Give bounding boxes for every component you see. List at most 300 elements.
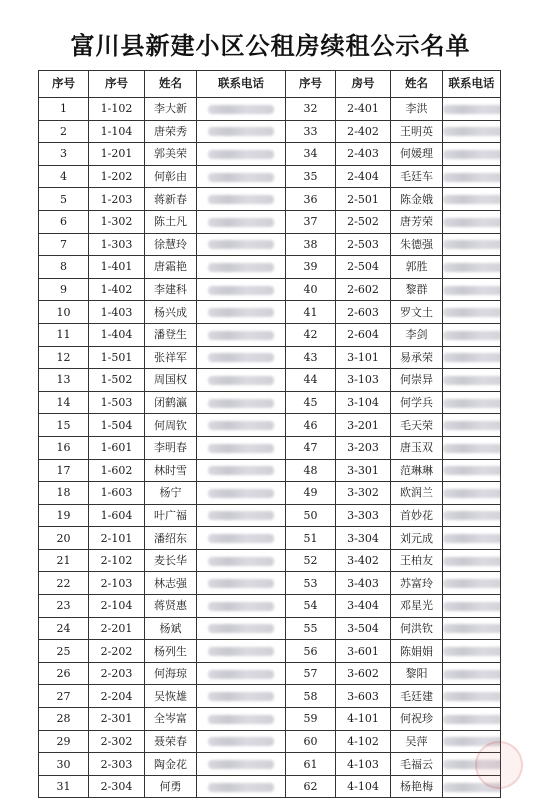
redacted-phone — [443, 150, 501, 159]
row-no: 39 — [286, 256, 336, 279]
row-phone — [197, 346, 286, 369]
row-name: 首妙花 — [391, 504, 443, 527]
row-room: 2-401 — [336, 98, 391, 121]
row-room: 1-401 — [89, 256, 145, 279]
row-name: 范琳琳 — [391, 459, 443, 482]
row-name: 唐霜艳 — [145, 256, 197, 279]
redacted-phone — [443, 579, 501, 588]
redacted-phone — [208, 579, 274, 588]
row-no: 57 — [286, 662, 336, 685]
row-room: 2-603 — [336, 301, 391, 324]
redacted-phone — [443, 602, 501, 611]
row-phone — [197, 369, 286, 392]
row-name: 欧润兰 — [391, 482, 443, 505]
row-no: 48 — [286, 459, 336, 482]
redacted-phone — [208, 308, 274, 317]
redacted-phone — [443, 173, 501, 182]
redacted-phone — [443, 195, 501, 204]
row-phone — [443, 369, 501, 392]
row-phone — [197, 708, 286, 731]
row-name: 邓星光 — [391, 595, 443, 618]
row-phone — [197, 256, 286, 279]
row-room: 3-602 — [336, 662, 391, 685]
row-no: 4 — [39, 165, 89, 188]
row-name: 王柏友 — [391, 549, 443, 572]
table-row — [39, 278, 501, 301]
redacted-phone — [443, 466, 501, 475]
row-phone — [197, 143, 286, 166]
row-name: 徐慧玲 — [145, 233, 197, 256]
row-no: 6 — [39, 210, 89, 233]
table-row — [39, 120, 501, 143]
table-row — [39, 414, 501, 437]
row-no: 25 — [39, 640, 89, 663]
redacted-phone — [208, 647, 274, 656]
row-name: 杨艳梅 — [391, 775, 443, 798]
row-name: 杨斌 — [145, 617, 197, 640]
row-phone — [443, 323, 501, 346]
row-room: 4-104 — [336, 775, 391, 798]
row-room: 3-402 — [336, 549, 391, 572]
row-name: 朱德强 — [391, 233, 443, 256]
redacted-phone — [208, 105, 274, 114]
row-room: 2-302 — [89, 730, 145, 753]
row-room: 2-201 — [89, 617, 145, 640]
row-no: 34 — [286, 143, 336, 166]
row-phone — [197, 459, 286, 482]
row-no: 31 — [39, 775, 89, 798]
document-title: 富川县新建小区公租房续租公示名单 — [70, 32, 471, 60]
row-room: 1-501 — [89, 346, 145, 369]
row-name: 杨兴成 — [145, 301, 197, 324]
table-row — [39, 662, 501, 685]
row-no: 27 — [39, 685, 89, 708]
row-name: 何媛理 — [391, 143, 443, 166]
row-room: 2-604 — [336, 323, 391, 346]
row-room: 4-101 — [336, 708, 391, 731]
redacted-phone — [443, 624, 501, 633]
table-row — [39, 617, 501, 640]
redacted-phone — [443, 376, 501, 385]
row-phone — [197, 120, 286, 143]
row-name: 李明春 — [145, 436, 197, 459]
row-phone — [443, 120, 501, 143]
row-no: 36 — [286, 188, 336, 211]
row-room: 1-504 — [89, 414, 145, 437]
red-seal-watermark — [475, 741, 523, 789]
row-room: 3-403 — [336, 572, 391, 595]
row-name: 毛廷车 — [391, 165, 443, 188]
row-phone — [197, 685, 286, 708]
row-no: 23 — [39, 595, 89, 618]
row-phone — [197, 504, 286, 527]
row-name: 杨宁 — [145, 482, 197, 505]
redacted-phone — [443, 647, 501, 656]
row-no: 46 — [286, 414, 336, 437]
redacted-phone — [443, 353, 501, 362]
redacted-phone — [208, 444, 274, 453]
redacted-phone — [208, 218, 274, 227]
redacted-phone — [208, 127, 274, 136]
row-phone — [443, 414, 501, 437]
row-no: 3 — [39, 143, 89, 166]
row-phone — [443, 346, 501, 369]
row-phone — [443, 143, 501, 166]
row-room: 3-203 — [336, 436, 391, 459]
row-no: 33 — [286, 120, 336, 143]
table-row — [39, 527, 501, 550]
row-phone — [197, 414, 286, 437]
row-name: 何崇异 — [391, 369, 443, 392]
row-phone — [197, 233, 286, 256]
row-phone — [197, 323, 286, 346]
redacted-phone — [443, 263, 501, 272]
row-room: 1-603 — [89, 482, 145, 505]
row-room: 1-404 — [89, 323, 145, 346]
row-room: 2-403 — [336, 143, 391, 166]
row-room: 1-402 — [89, 278, 145, 301]
row-no: 47 — [286, 436, 336, 459]
row-phone — [443, 640, 501, 663]
row-name: 易承荣 — [391, 346, 443, 369]
redacted-phone — [208, 331, 274, 340]
row-no: 22 — [39, 572, 89, 595]
row-no: 58 — [286, 685, 336, 708]
row-phone — [443, 210, 501, 233]
row-name: 李洪 — [391, 98, 443, 121]
row-no: 44 — [286, 369, 336, 392]
row-name: 杨列生 — [145, 640, 197, 663]
table-row — [39, 233, 501, 256]
row-phone — [443, 188, 501, 211]
row-name: 唐荣秀 — [145, 120, 197, 143]
row-name: 陈金娥 — [391, 188, 443, 211]
row-phone — [443, 617, 501, 640]
row-no: 62 — [286, 775, 336, 798]
redacted-phone — [208, 715, 274, 724]
row-name: 何祝珍 — [391, 708, 443, 731]
row-no: 1 — [39, 98, 89, 121]
redacted-phone — [443, 399, 501, 408]
row-name: 何学兵 — [391, 391, 443, 414]
row-phone — [443, 278, 501, 301]
table-row — [39, 595, 501, 618]
row-no: 7 — [39, 233, 89, 256]
table-row — [39, 98, 501, 121]
row-no: 38 — [286, 233, 336, 256]
row-phone — [443, 391, 501, 414]
row-phone — [443, 482, 501, 505]
row-name: 毛天荣 — [391, 414, 443, 437]
table-row — [39, 730, 501, 753]
table-row — [39, 301, 501, 324]
row-name: 黎群 — [391, 278, 443, 301]
row-name: 林志强 — [145, 572, 197, 595]
row-room: 2-602 — [336, 278, 391, 301]
row-room: 3-201 — [336, 414, 391, 437]
row-no: 26 — [39, 662, 89, 685]
row-no: 14 — [39, 391, 89, 414]
table-row — [39, 436, 501, 459]
redacted-phone — [208, 399, 274, 408]
row-no: 18 — [39, 482, 89, 505]
row-room: 1-403 — [89, 301, 145, 324]
redacted-phone — [443, 444, 501, 453]
row-phone — [443, 436, 501, 459]
redacted-phone — [208, 286, 274, 295]
row-room: 2-301 — [89, 708, 145, 731]
row-phone — [197, 730, 286, 753]
table-row — [39, 549, 501, 572]
header-no-right: 序号 — [286, 71, 336, 98]
row-name: 郭胜 — [391, 256, 443, 279]
redacted-phone — [443, 240, 501, 249]
row-phone — [197, 482, 286, 505]
row-no: 21 — [39, 549, 89, 572]
table-row — [39, 369, 501, 392]
row-name: 全岑富 — [145, 708, 197, 731]
redacted-phone — [443, 670, 501, 679]
table-row — [39, 143, 501, 166]
redacted-phone — [208, 240, 274, 249]
table-row — [39, 188, 501, 211]
redacted-phone — [443, 557, 501, 566]
row-phone — [197, 391, 286, 414]
row-name: 陈土凡 — [145, 210, 197, 233]
redacted-phone — [443, 421, 501, 430]
redacted-phone — [208, 263, 274, 272]
row-room: 3-601 — [336, 640, 391, 663]
row-no: 41 — [286, 301, 336, 324]
redacted-phone — [208, 760, 274, 769]
row-no: 10 — [39, 301, 89, 324]
redacted-phone — [443, 218, 501, 227]
row-phone — [443, 685, 501, 708]
row-phone — [197, 165, 286, 188]
row-room: 2-202 — [89, 640, 145, 663]
row-name: 林时雪 — [145, 459, 197, 482]
redacted-phone — [208, 150, 274, 159]
row-no: 19 — [39, 504, 89, 527]
tenant-table — [38, 70, 501, 798]
row-no: 51 — [286, 527, 336, 550]
redacted-phone — [208, 466, 274, 475]
row-phone — [197, 301, 286, 324]
row-name: 毛福云 — [391, 753, 443, 776]
row-no: 5 — [39, 188, 89, 211]
row-phone — [443, 98, 501, 121]
table-row — [39, 685, 501, 708]
row-phone — [197, 662, 286, 685]
row-room: 1-201 — [89, 143, 145, 166]
row-phone — [443, 233, 501, 256]
row-no: 32 — [286, 98, 336, 121]
header-room-left: 序号 — [89, 71, 145, 98]
row-phone — [443, 572, 501, 595]
row-name: 何彰由 — [145, 165, 197, 188]
row-no: 60 — [286, 730, 336, 753]
row-name: 陶金花 — [145, 753, 197, 776]
row-room: 3-104 — [336, 391, 391, 414]
row-name: 黎阳 — [391, 662, 443, 685]
row-room: 2-503 — [336, 233, 391, 256]
row-room: 2-303 — [89, 753, 145, 776]
table-row — [39, 165, 501, 188]
table-header-row — [39, 71, 501, 98]
row-phone — [197, 527, 286, 550]
row-phone — [197, 98, 286, 121]
row-room: 3-301 — [336, 459, 391, 482]
row-room: 1-303 — [89, 233, 145, 256]
table-row — [39, 504, 501, 527]
header-room-right: 房号 — [336, 71, 391, 98]
row-no: 29 — [39, 730, 89, 753]
row-name: 潘绍东 — [145, 527, 197, 550]
row-name: 叶广福 — [145, 504, 197, 527]
redacted-phone — [208, 692, 274, 701]
redacted-phone — [208, 737, 274, 746]
row-no: 8 — [39, 256, 89, 279]
row-room: 2-402 — [336, 120, 391, 143]
table-row — [39, 482, 501, 505]
redacted-phone — [443, 127, 501, 136]
redacted-phone — [443, 511, 501, 520]
row-room: 2-203 — [89, 662, 145, 685]
row-name: 陈娟娟 — [391, 640, 443, 663]
row-room: 3-101 — [336, 346, 391, 369]
row-phone — [197, 617, 286, 640]
row-room: 1-502 — [89, 369, 145, 392]
row-no: 24 — [39, 617, 89, 640]
row-name: 刘元成 — [391, 527, 443, 550]
row-name: 聂荣春 — [145, 730, 197, 753]
row-phone — [197, 188, 286, 211]
row-phone — [443, 459, 501, 482]
row-room: 4-102 — [336, 730, 391, 753]
row-phone — [197, 572, 286, 595]
redacted-phone — [443, 331, 501, 340]
row-no: 28 — [39, 708, 89, 731]
row-phone — [443, 301, 501, 324]
row-no: 54 — [286, 595, 336, 618]
row-room: 2-204 — [89, 685, 145, 708]
row-no: 43 — [286, 346, 336, 369]
row-no: 50 — [286, 504, 336, 527]
table-row — [39, 391, 501, 414]
row-phone — [197, 595, 286, 618]
row-no: 9 — [39, 278, 89, 301]
redacted-phone — [208, 602, 274, 611]
row-no: 11 — [39, 323, 89, 346]
row-name: 潘登生 — [145, 323, 197, 346]
row-phone — [197, 753, 286, 776]
row-room: 3-504 — [336, 617, 391, 640]
redacted-phone — [443, 534, 501, 543]
row-room: 1-601 — [89, 436, 145, 459]
row-no: 17 — [39, 459, 89, 482]
row-room: 2-101 — [89, 527, 145, 550]
row-room: 1-302 — [89, 210, 145, 233]
redacted-phone — [208, 353, 274, 362]
redacted-phone — [208, 511, 274, 520]
row-no: 12 — [39, 346, 89, 369]
row-name: 唐芳荣 — [391, 210, 443, 233]
table-row — [39, 640, 501, 663]
row-no: 52 — [286, 549, 336, 572]
row-phone — [443, 595, 501, 618]
row-no: 16 — [39, 436, 89, 459]
row-name: 麦长华 — [145, 549, 197, 572]
row-room: 2-501 — [336, 188, 391, 211]
row-name: 毛廷建 — [391, 685, 443, 708]
row-name: 何勇 — [145, 775, 197, 798]
row-name: 李建科 — [145, 278, 197, 301]
row-name: 唐玉双 — [391, 436, 443, 459]
redacted-phone — [208, 534, 274, 543]
redacted-phone — [443, 286, 501, 295]
row-no: 15 — [39, 414, 89, 437]
redacted-phone — [208, 624, 274, 633]
row-phone — [197, 210, 286, 233]
row-no: 59 — [286, 708, 336, 731]
table-row — [39, 210, 501, 233]
row-room: 2-304 — [89, 775, 145, 798]
row-name: 周国权 — [145, 369, 197, 392]
row-phone — [197, 436, 286, 459]
row-name: 吴恢雄 — [145, 685, 197, 708]
row-room: 1-503 — [89, 391, 145, 414]
row-phone — [443, 549, 501, 572]
row-no: 40 — [286, 278, 336, 301]
table-row — [39, 572, 501, 595]
row-name: 罗文土 — [391, 301, 443, 324]
table-row — [39, 323, 501, 346]
row-room: 1-102 — [89, 98, 145, 121]
row-room: 3-103 — [336, 369, 391, 392]
row-room: 2-404 — [336, 165, 391, 188]
row-room: 1-104 — [89, 120, 145, 143]
header-phone-left: 联系电话 — [197, 71, 286, 98]
row-no: 2 — [39, 120, 89, 143]
row-name: 吴萍 — [391, 730, 443, 753]
row-room: 1-602 — [89, 459, 145, 482]
redacted-phone — [208, 421, 274, 430]
row-phone — [443, 662, 501, 685]
redacted-phone — [443, 715, 501, 724]
row-phone — [443, 256, 501, 279]
redacted-phone — [208, 489, 274, 498]
row-name: 李大新 — [145, 98, 197, 121]
row-no: 53 — [286, 572, 336, 595]
row-room: 3-303 — [336, 504, 391, 527]
table-row — [39, 459, 501, 482]
table-body — [39, 98, 501, 798]
row-no: 35 — [286, 165, 336, 188]
row-name: 张祥军 — [145, 346, 197, 369]
redacted-phone — [208, 783, 274, 792]
redacted-phone — [208, 376, 274, 385]
row-room: 3-603 — [336, 685, 391, 708]
row-room: 3-304 — [336, 527, 391, 550]
row-name: 何洪钦 — [391, 617, 443, 640]
row-phone — [197, 640, 286, 663]
row-no: 61 — [286, 753, 336, 776]
row-no: 55 — [286, 617, 336, 640]
row-room: 2-103 — [89, 572, 145, 595]
row-name: 何海琼 — [145, 662, 197, 685]
row-name: 王明英 — [391, 120, 443, 143]
header-phone-right: 联系电话 — [443, 71, 501, 98]
